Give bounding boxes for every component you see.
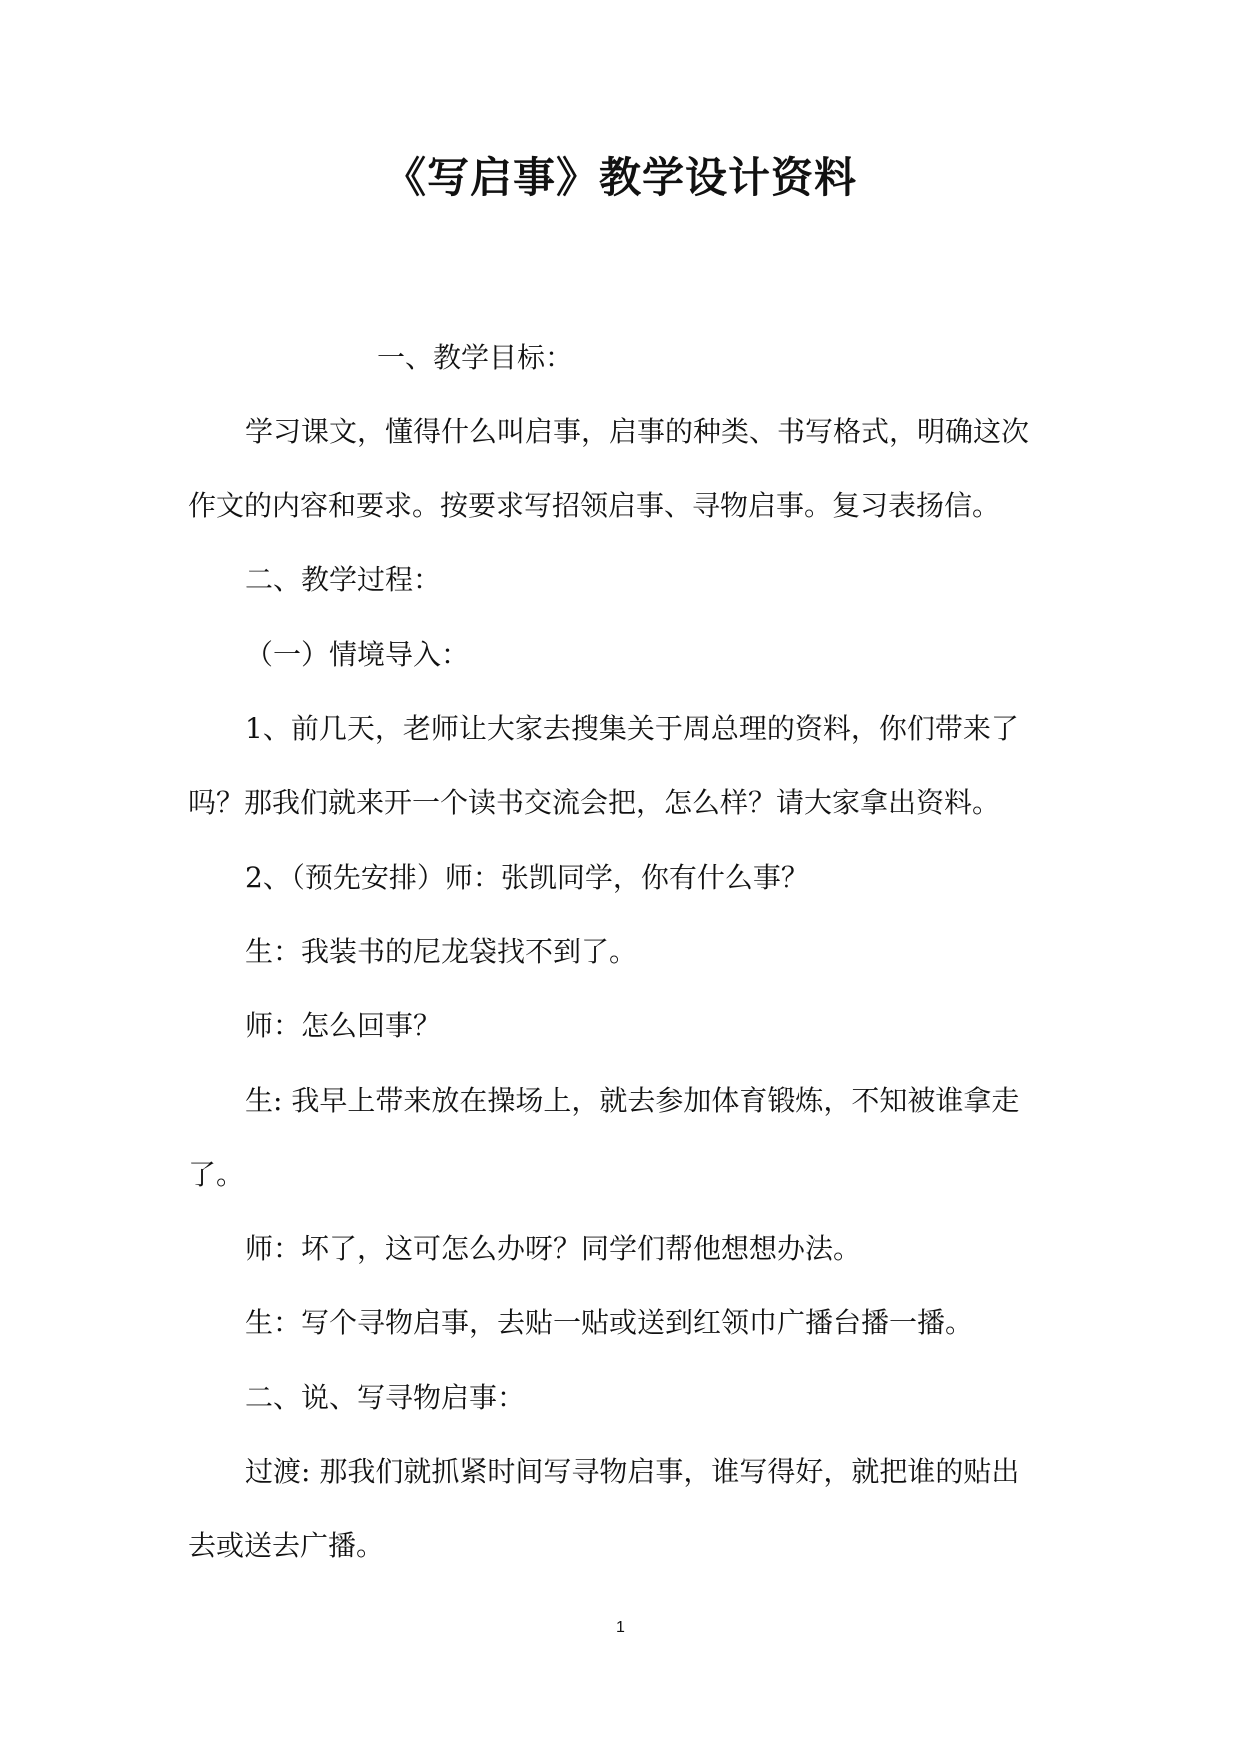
paragraph-line: 去或送去广播。 [188, 1529, 385, 1562]
subsection-heading: （一）情境导入： [245, 638, 470, 671]
paragraph-line: 过渡: 那我们就抓紧时间写寻物启事，谁写得好，就把谁的贴出 [245, 1455, 1020, 1488]
paragraph-line: 吗？那我们就来开一个读书交流会把，怎么样？请大家拿出资料。 [188, 786, 1001, 819]
dialogue-line: 师：坏了，这可怎么办呀？同学们帮他想想办法。 [245, 1232, 862, 1265]
page-number: 1 [616, 1619, 625, 1636]
paragraph-line: 1、前几天，老师让大家去搜集关于周总理的资料，你们带来了 [245, 712, 1019, 745]
section-heading-teaching-goals: 一、教学目标： [377, 341, 574, 374]
paragraph-line: 学习课文，懂得什么叫启事，启事的种类、书写格式，明确这次 [245, 415, 1030, 448]
dialogue-line: 生：写个寻物启事，去贴一贴或送到红领巾广播台播一播。 [245, 1306, 974, 1339]
document-title: 《写启事》教学设计资料 [383, 153, 857, 202]
dialogue-line: 了。 [188, 1158, 245, 1191]
dialogue-line: 生: 我早上带来放在操场上，就去参加体育锻炼，不知被谁拿走 [245, 1084, 1020, 1117]
paragraph-line: 2、（预先安排）师：张凯同学，你有什么事？ [245, 861, 809, 894]
paragraph-line: 作文的内容和要求。按要求写招领启事、寻物启事。复习表扬信。 [188, 489, 1001, 522]
dialogue-line: 师：怎么回事？ [245, 1009, 442, 1042]
section-heading-teaching-process: 二、教学过程： [245, 563, 442, 596]
section-heading: 二、说、写寻物启事： [245, 1381, 526, 1414]
dialogue-line: 生：我装书的尼龙袋找不到了。 [245, 935, 638, 968]
